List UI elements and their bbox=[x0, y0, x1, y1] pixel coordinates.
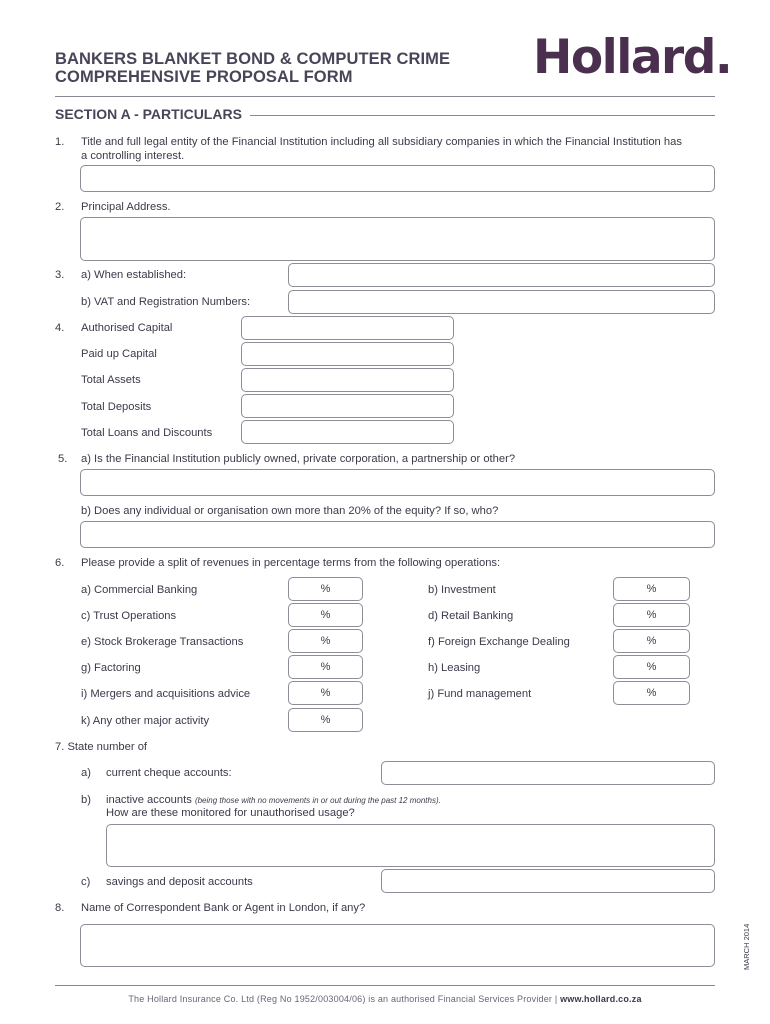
footer-url[interactable]: www.hollard.co.za bbox=[560, 994, 642, 1004]
q1-legal-entity-field[interactable] bbox=[80, 165, 715, 192]
q6j-fund-management-field[interactable] bbox=[613, 681, 690, 705]
q3b-label: b) VAT and Registration Numbers: bbox=[81, 296, 251, 308]
q5a-ownership-field[interactable] bbox=[80, 469, 715, 496]
q4-total-loans-field[interactable] bbox=[241, 420, 454, 444]
section-a-title: SECTION A - PARTICULARS bbox=[55, 106, 250, 122]
q6g-factoring-field[interactable] bbox=[288, 655, 363, 679]
q6c-trust-operations-label: c) Trust Operations bbox=[81, 610, 177, 622]
q6c-trust-operations-field[interactable] bbox=[288, 603, 363, 627]
q4-total-assets-field[interactable] bbox=[241, 368, 454, 392]
q5b-text: b) Does any individual or organisation own more than 20% of the equity? If so, who? bbox=[81, 505, 499, 517]
q8-correspondent-bank-field[interactable] bbox=[80, 924, 715, 967]
q1-text-line2: a controlling interest. bbox=[81, 150, 185, 162]
q5b-equity-field[interactable] bbox=[80, 521, 715, 548]
q4-paid-up-capital-label: Paid up Capital bbox=[81, 348, 157, 360]
q4-total-deposits-label: Total Deposits bbox=[81, 401, 152, 413]
percent-sign: % bbox=[320, 687, 331, 699]
q4-authorised-capital-label: Authorised Capital bbox=[81, 322, 173, 334]
q3a-label: a) When established: bbox=[81, 269, 187, 281]
percent-sign: % bbox=[646, 635, 657, 647]
q6a-commercial-banking-field[interactable] bbox=[288, 577, 363, 601]
q7b-line2: How are these monitored for unauthorised usage? bbox=[106, 807, 355, 819]
percent-sign: % bbox=[320, 661, 331, 673]
q6h-leasing-field[interactable] bbox=[613, 655, 690, 679]
q7c-letter: c) bbox=[81, 876, 91, 888]
q6k-other-activity-field[interactable] bbox=[288, 708, 363, 732]
q4-total-loans-label: Total Loans and Discounts bbox=[81, 427, 213, 439]
percent-sign: % bbox=[320, 583, 331, 595]
q6d-retail-banking-label: d) Retail Banking bbox=[428, 610, 514, 622]
q7a-cheque-accounts-field[interactable] bbox=[381, 761, 715, 785]
q2-principal-address-field[interactable] bbox=[80, 217, 715, 261]
percent-sign: % bbox=[320, 635, 331, 647]
q7a-letter: a) bbox=[81, 767, 91, 779]
q7b-inactive-accounts-line bbox=[106, 794, 441, 806]
percent-sign: % bbox=[646, 583, 657, 595]
q6h-leasing-label: h) Leasing bbox=[428, 662, 481, 674]
q6b-investment-field[interactable] bbox=[613, 577, 690, 601]
q6g-factoring-label: g) Factoring bbox=[81, 662, 141, 674]
q5-number: 5. bbox=[58, 453, 68, 465]
q2-text: Principal Address. bbox=[81, 201, 171, 213]
q6j-fund-management-label: j) Fund management bbox=[428, 688, 532, 700]
q1-number: 1. bbox=[55, 136, 65, 148]
q3b-vat-registration-field[interactable] bbox=[288, 290, 715, 314]
percent-sign: % bbox=[320, 609, 331, 621]
q7b-note: (being those with no movements in or out during the past 12 months). bbox=[194, 796, 441, 805]
q3-number: 3. bbox=[55, 269, 65, 281]
q6i-mergers-label: i) Mergers and acquisitions advice bbox=[81, 688, 251, 700]
q7c-label: savings and deposit accounts bbox=[106, 876, 253, 888]
percent-sign: % bbox=[646, 609, 657, 621]
q6-number: 6. bbox=[55, 557, 65, 569]
q4-total-assets-label: Total Assets bbox=[81, 374, 141, 386]
q2-number: 2. bbox=[55, 201, 65, 213]
q8-text: Name of Correspondent Bank or Agent in London, if any? bbox=[81, 902, 366, 914]
q6-text: Please provide a split of revenues in percentage terms from the following operations: bbox=[81, 557, 501, 569]
q4-total-deposits-field[interactable] bbox=[241, 394, 454, 418]
percent-sign: % bbox=[646, 687, 657, 699]
q5a-text: a) Is the Financial Institution publicly owned, private corporation, a partnership or other? bbox=[81, 453, 516, 465]
form-title-line1: BANKERS BLANKET BOND & COMPUTER CRIME bbox=[55, 50, 451, 68]
q6a-commercial-banking-label: a) Commercial Banking bbox=[81, 584, 198, 596]
q8-number: 8. bbox=[55, 902, 65, 914]
q6i-mergers-field[interactable] bbox=[288, 681, 363, 705]
footer bbox=[0, 994, 770, 1004]
q7b-monitoring-field[interactable] bbox=[106, 824, 715, 867]
q6k-other-activity-label: k) Any other major activity bbox=[81, 715, 210, 727]
hollard-logo: Hollard. bbox=[533, 30, 732, 85]
footer-divider bbox=[55, 985, 715, 986]
q7-text: 7. State number of bbox=[55, 741, 148, 753]
q4-authorised-capital-field[interactable] bbox=[241, 316, 454, 340]
q1-text-line1: Title and full legal entity of the Financial Institution including all subsidiary companies in which the Financial Institution has bbox=[81, 136, 682, 148]
form-title bbox=[55, 50, 450, 86]
form-date: MARCH 2014 bbox=[742, 923, 751, 970]
header-divider bbox=[55, 96, 715, 97]
q6e-stock-brokerage-label: e) Stock Brokerage Transactions bbox=[81, 636, 244, 648]
q3a-established-field[interactable] bbox=[288, 263, 715, 287]
q4-number: 4. bbox=[55, 322, 65, 334]
q6f-foreign-exchange-label: f) Foreign Exchange Dealing bbox=[428, 636, 570, 648]
footer-text: The Hollard Insurance Co. Ltd (Reg No 1952/003004/06) is an authorised Financial Services Provider | bbox=[128, 994, 561, 1004]
q6b-investment-label: b) Investment bbox=[428, 584, 496, 596]
percent-sign: % bbox=[646, 661, 657, 673]
q7b-letter: b) bbox=[81, 794, 91, 806]
q6d-retail-banking-field[interactable] bbox=[613, 603, 690, 627]
q7a-label: current cheque accounts: bbox=[106, 767, 232, 779]
q7c-savings-accounts-field[interactable] bbox=[381, 869, 715, 893]
q7b-label: inactive accounts bbox=[106, 794, 192, 806]
form-title-line2: COMPREHENSIVE PROPOSAL FORM bbox=[55, 68, 353, 86]
q4-paid-up-capital-field[interactable] bbox=[241, 342, 454, 366]
q6f-foreign-exchange-field[interactable] bbox=[613, 629, 690, 653]
percent-sign: % bbox=[320, 714, 331, 726]
q6e-stock-brokerage-field[interactable] bbox=[288, 629, 363, 653]
